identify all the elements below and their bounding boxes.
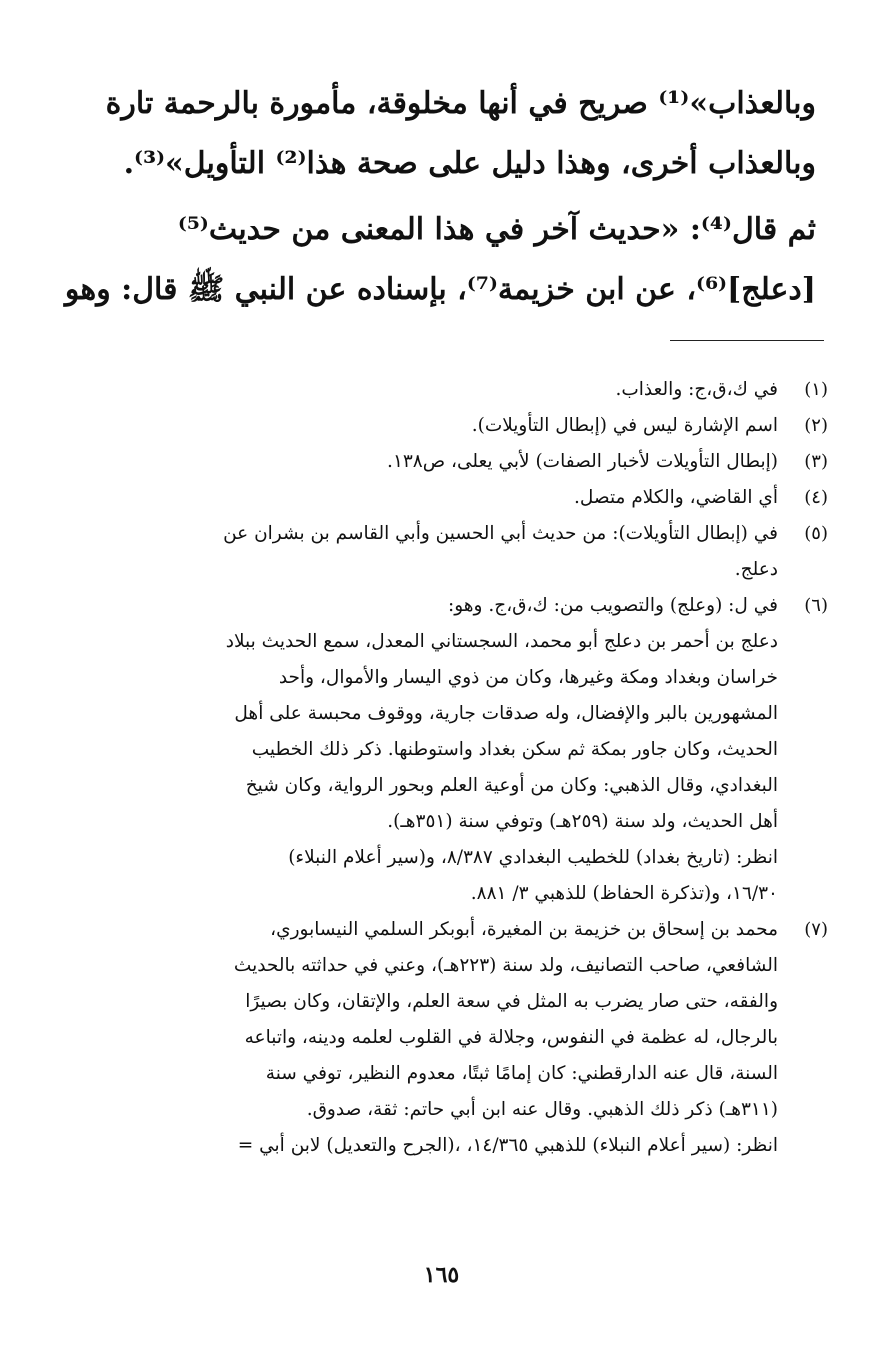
footnote-line: خراسان وبغداد ومكة وغيرها، وكان من ذوي اليسار والأموال، وأحد — [278, 667, 778, 688]
footnote-line: والفقه، حتى صار يضرب به المثل في سعة العلم، والإتقان، وكان بصيرًا — [245, 991, 778, 1012]
footnote — [148, 588, 828, 912]
footnote-line: أهل الحديث، ولد سنة (٢٥٩هـ) وتوفي سنة (٣٥١هـ). — [387, 811, 778, 832]
footnote-line: أي القاضي، والكلام متصل. — [574, 487, 778, 508]
footnote-number: (٦) — [804, 595, 828, 616]
footnote-line: الشافعي، صاحب التصانيف، ولد سنة (٢٢٣هـ)، وعني في حداثته بالحديث — [233, 955, 778, 976]
page-number: ١٦٥ — [423, 1262, 460, 1288]
footnotes — [148, 372, 828, 1164]
footnote-line: اسم الإشارة ليس في (إبطال التأويلات). — [471, 415, 778, 436]
footnote-line: محمد بن إسحاق بن خزيمة بن المغيرة، أبوبكر السلمي النيسابوري، — [270, 919, 778, 940]
footnote-line: (إبطال التأويلات لأخبار الصفات) لأبي يعلى، ص١٣٨. — [387, 451, 778, 472]
main-text-line: وبالعذاب أخرى، وهذا دليل على صحة هذا⁽²⁾ التأويل»⁽³⁾. — [123, 146, 816, 181]
footnote — [148, 372, 828, 408]
footnote-line: الحديث، وكان جاور بمكة ثم سكن بغداد واستوطنها. ذكر ذلك الخطيب — [251, 739, 778, 760]
footnote-line: انظر: (سير أعلام النبلاء) للذهبي ١٤/٣٦٥، ،(الجرح والتعديل) لابن أبي = — [237, 1135, 778, 1156]
footnote-line: في (إبطال التأويلات): من حديث أبي الحسين وأبي القاسم بن بشران عن — [223, 523, 778, 544]
footnote-line: البغدادي، وقال الذهبي: وكان من أوعية العلم وبحور الرواية، وكان شيخ — [245, 775, 778, 796]
footnote — [148, 912, 828, 1164]
footnote — [148, 516, 828, 588]
footnote — [148, 444, 828, 480]
footnote-number: (٤) — [804, 487, 828, 508]
footnote-number: (٣) — [804, 451, 828, 472]
main-text-line: [دعلج]⁽⁶⁾، عن ابن خزيمة⁽⁷⁾، بإسناده عن النبي ﷺ قال: وهو — [64, 272, 816, 307]
main-text — [64, 74, 816, 320]
footnote-separator — [670, 340, 824, 341]
footnote-number: (٥) — [804, 523, 828, 544]
footnote-number: (٢) — [804, 415, 828, 436]
footnote — [148, 408, 828, 444]
footnote-line: بالرجال، له عظمة في النفوس، وجلالة في القلوب لعلمه ودينه، واتباعه — [244, 1027, 778, 1048]
main-text-line: ثم قال⁽⁴⁾: «حديث آخر في هذا المعنى من حديث⁽⁵⁾ — [177, 212, 816, 247]
footnote-number: (٧) — [804, 919, 828, 940]
footnote-line: المشهورين بالبر والإفضال، وله صدقات جارية، ووقوف محبسة على أهل — [234, 703, 778, 724]
footnote-line: السنة، قال عنه الدارقطني: كان إمامًا ثبتًا، معدوم النظير، توفي سنة — [265, 1063, 778, 1084]
footnote — [148, 480, 828, 516]
footnote-line: دعلج. — [734, 559, 778, 580]
footnote-line: ١٦/٣٠، و(تذكرة الحفاظ) للذهبي ٣/ ٨٨١. — [470, 883, 778, 904]
footnote-line: انظر: (تاريخ بغداد) للخطيب البغدادي ٨/٣٨٧، و(سير أعلام النبلاء) — [288, 847, 778, 868]
main-text-line: وبالعذاب»⁽¹⁾ صريح في أنها مخلوقة، مأمورة بالرحمة تارة — [105, 86, 816, 121]
footnote-line: (٣١١هـ) ذكر ذلك الذهبي. وقال عنه ابن أبي حاتم: ثقة، صدوق. — [306, 1099, 778, 1120]
footnote-line: دعلج بن أحمر بن دعلج أبو محمد، السجستاني المعدل، سمع الحديث ببلاد — [225, 631, 778, 652]
footnote-line: في ل: (وعلج) والتصويب من: ك،ق،ج. وهو: — [448, 595, 778, 616]
footnote-number: (١) — [804, 379, 828, 400]
footnote-line: في ك،ق،ج: والعذاب. — [615, 379, 778, 400]
